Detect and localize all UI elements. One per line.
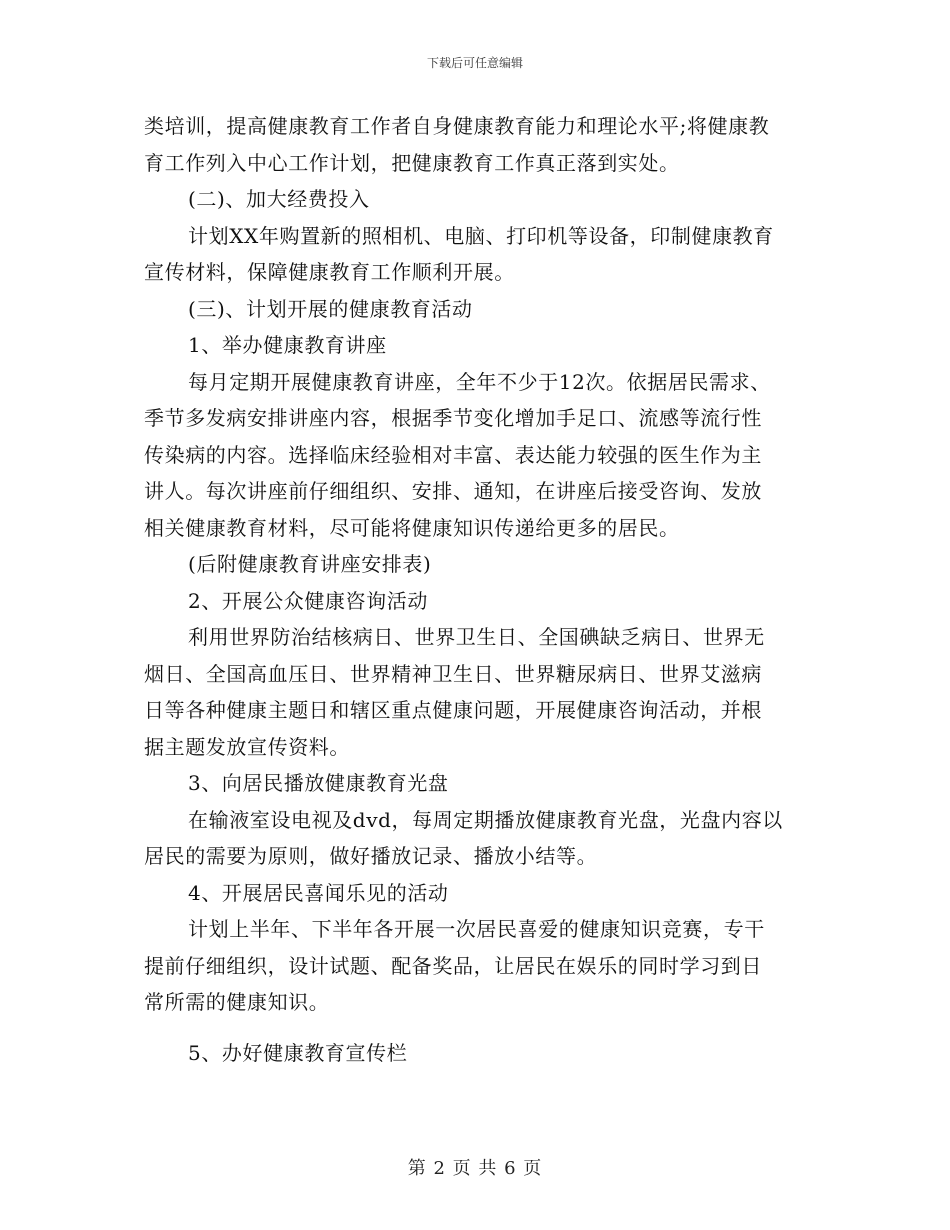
page-number-footer: 第 2 页 共 6 页 (407, 1158, 543, 1179)
subsection-heading: 3、向居民播放健康教育光盘 (188, 771, 449, 795)
paragraph-line: 育工作列入中心工作计划，把健康教育工作真正落到实处。 (144, 150, 680, 175)
section-heading: (二)、加大经费投入 (188, 187, 370, 211)
paragraph-line: 计划XX年购置新的照相机、电脑、打印机等设备，印制健康教育 (188, 223, 774, 248)
paragraph-line: 宣传材料，保障健康教育工作顺利开展。 (144, 260, 515, 284)
paragraph-line: 烟日、全国高血压日、世界精神卫生日、世界糖尿病日、世界艾滋病 (144, 661, 762, 686)
paragraph-line: 利用世界防治结核病日、世界卫生日、全国碘缺乏病日、世界无 (188, 625, 765, 649)
paragraph-line: 季节多发病安排讲座内容，根据季节变化增加手足口、流感等流行性 (144, 406, 762, 430)
subsection-heading: 1、举办健康教育讲座 (188, 333, 387, 357)
paragraph-gap (144, 1021, 814, 1035)
paragraph-line: 日等各种健康主题日和辖区重点健康问题，开展健康咨询活动，并根 (144, 698, 762, 722)
paragraph-line: 传染病的内容。选择临床经验相对丰富、表达能力较强的医生作为主 (144, 442, 762, 467)
document-body (144, 108, 814, 1071)
paragraph-line: 计划上半年、下半年各开展一次居民喜爱的健康知识竞赛，专干 (188, 917, 765, 941)
subsection-heading: 5、办好健康教育宣传栏 (188, 1040, 408, 1065)
paragraph-line: 讲人。每次讲座前仔细组织、安排、通知，在讲座后接受咨询、发放 (144, 479, 762, 503)
paragraph-line: 提前仔细组织，设计试题、配备奖品，让居民在娱乐的同时学习到日 (144, 953, 762, 978)
section-heading: (三)、计划开展的健康教育活动 (188, 296, 473, 321)
subsection-heading: 4、开展居民喜闻乐见的活动 (188, 880, 449, 905)
paragraph-line: (后附健康教育讲座安排表) (188, 552, 432, 576)
paragraph-line: 类培训，提高健康教育工作者自身健康教育能力和理论水平;将健康教 (144, 114, 770, 138)
paragraph-line: 每月定期开展健康教育讲座，全年不少于12次。依据居民需求、 (188, 369, 771, 394)
subsection-heading: 2、开展公众健康咨询活动 (188, 588, 428, 613)
paragraph-line: 在输液室设电视及dvd，每周定期播放健康教育光盘，光盘内容以 (188, 807, 783, 832)
page-header: 下载后可任意编辑 (426, 56, 523, 70)
paragraph-line: 据主题发放宣传资料。 (144, 734, 350, 759)
paragraph-line: 居民的需要为原则，做好播放记录、播放小结等。 (144, 844, 598, 868)
paragraph-line: 常所需的健康知识。 (144, 990, 330, 1014)
paragraph-line: 相关健康教育材料，尽可能将健康知识传递给更多的居民。 (144, 515, 680, 540)
